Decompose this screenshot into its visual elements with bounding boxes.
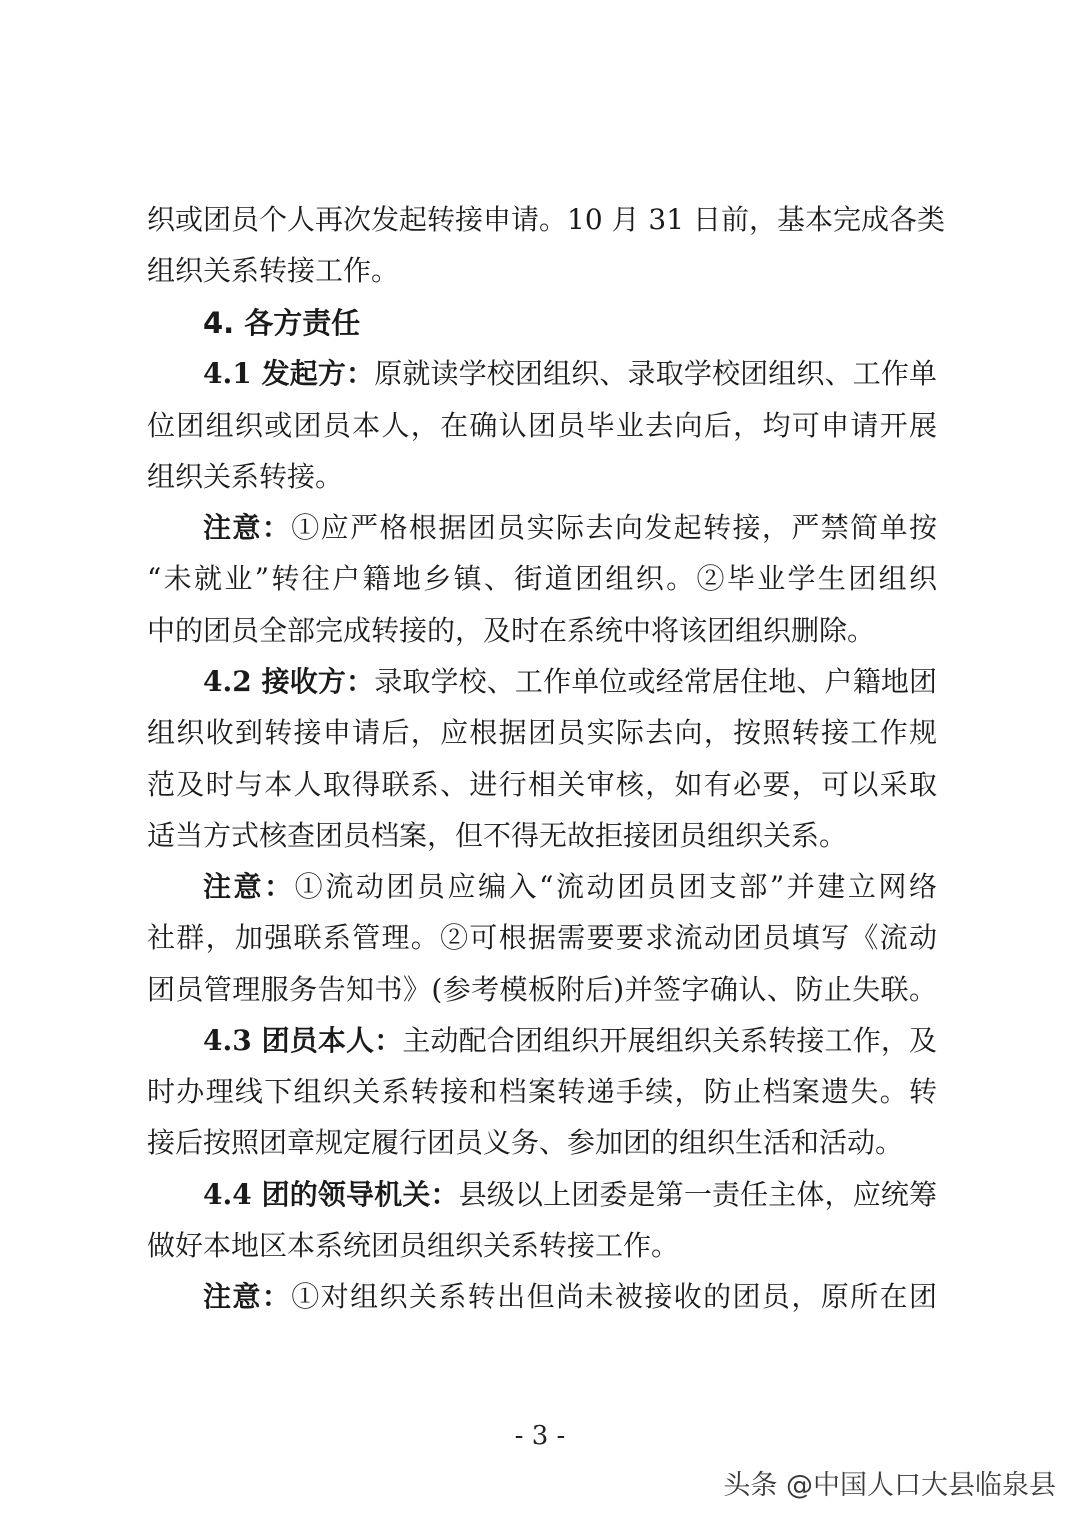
note-label: 注意：: [203, 870, 295, 903]
section-heading: 4. 各方责任: [203, 306, 361, 340]
paragraph-line: 4.2 接收方：录取学校、工作单位或经常居住地、户籍地团: [203, 665, 937, 698]
paragraph-line: 织或团员个人再次发起转接申请。10 月 31 日前，基本完成各类: [147, 203, 945, 236]
paragraph-line: 注意：①流动团员应编入“流动团员团支部”并建立网络: [203, 870, 937, 903]
note-label: 注意：: [203, 1280, 292, 1313]
paragraph-line: 4.3 团员本人：主动配合团组织开展组织关系转接工作，及: [203, 1024, 937, 1057]
paragraph-line: 社群，加强联系管理。②可根据需要要求流动团员填写《流动: [147, 921, 937, 954]
paragraph-line: 4.1 发起方：原就读学校团组织、录取学校团组织、工作单: [203, 357, 937, 390]
clause-label: 4.1 发起方：: [203, 357, 375, 390]
paragraph-line: 位团组织或团员本人，在确认团员毕业去向后，均可申请开展: [147, 409, 937, 442]
paragraph-line: 适当方式核查团员档案，但不得无故拒接团员组织关系。: [147, 819, 848, 852]
paragraph-line: 4.4 团的领导机关：县级以上团委是第一责任主体，应统筹: [203, 1178, 937, 1211]
paragraph-line: 中的团员全部完成转接的，及时在系统中将该团组织删除。: [147, 614, 876, 647]
clause-label: 4.2 接收方：: [203, 665, 375, 698]
paragraph-line: 范及时与本人取得联系、进行相关审核，如有必要，可以采取: [147, 768, 937, 801]
paragraph-line: 注意：①对组织关系转出但尚未被接收的团员，原所在团: [203, 1280, 937, 1313]
paragraph-line: 团员管理服务告知书》(参考模板附后)并签字确认、防止失联。: [147, 973, 937, 1006]
paragraph-line: 接后按照团章规定履行团员义务、参加团的组织生活和活动。: [147, 1126, 904, 1159]
paragraph-line: 组织收到转接申请后，应根据团员实际去向，按照转接工作规: [147, 716, 937, 749]
paragraph-line: “未就业”转往户籍地乡镇、街道团组织。②毕业学生团组织: [147, 562, 937, 595]
clause-label: 4.3 团员本人：: [203, 1024, 403, 1057]
note-label: 注意：: [203, 511, 292, 544]
page-number: - 3 -: [514, 1421, 566, 1451]
paragraph-line: 注意：①应严格根据团员实际去向发起转接，严禁简单按: [203, 511, 937, 544]
paragraph-line: 组织关系转接工作。: [147, 254, 400, 287]
source-watermark: 头条 @中国人口大县临泉县: [723, 1470, 1056, 1501]
paragraph-line: 做好本地区本系统团员组织关系转接工作。: [147, 1229, 680, 1262]
paragraph-line: 时办理线下组织关系转接和档案转递手续，防止档案遗失。转: [147, 1075, 937, 1108]
clause-label: 4.4 团的领导机关：: [203, 1178, 459, 1211]
paragraph-line: 组织关系转接。: [147, 460, 344, 493]
